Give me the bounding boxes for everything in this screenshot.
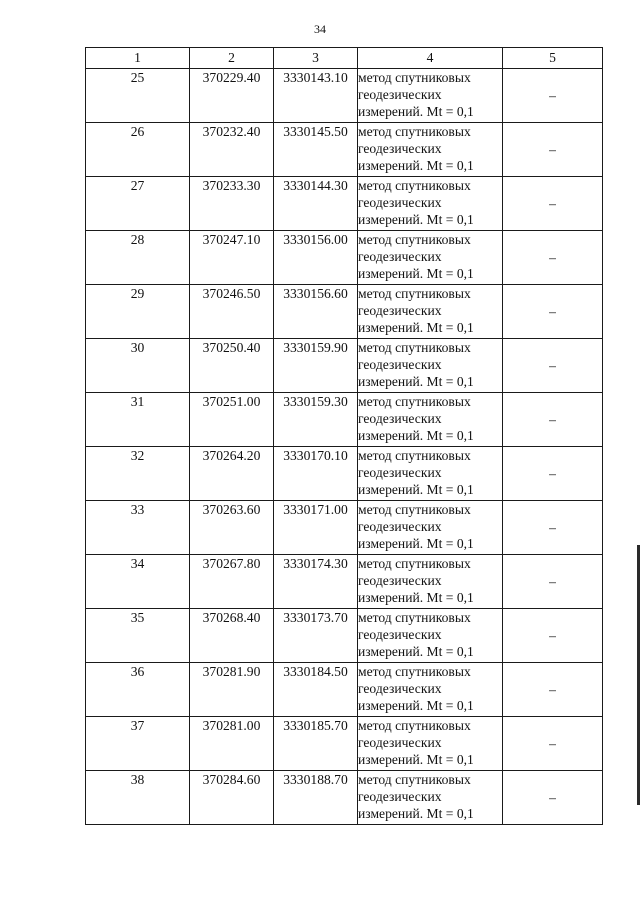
- method-cell: [358, 663, 503, 717]
- x-coordinate-cell: 370250.40: [190, 339, 274, 393]
- y-coordinate-cell: 3330174.30: [274, 555, 358, 609]
- col5-cell: –: [503, 447, 603, 501]
- coordinates-table: [85, 47, 603, 825]
- method-line: измерений. Mt = 0,1: [358, 536, 474, 552]
- point-number-cell: 32: [86, 447, 190, 501]
- col5-cell: –: [503, 555, 603, 609]
- method-line: метод спутниковых: [358, 340, 471, 355]
- table-row: [86, 771, 603, 825]
- y-coordinate-cell: 3330171.00: [274, 501, 358, 555]
- point-number-cell: 26: [86, 123, 190, 177]
- method-line: измерений. Mt = 0,1: [358, 428, 474, 444]
- table-row: [86, 609, 603, 663]
- table-row: [86, 123, 603, 177]
- method-cell: [358, 609, 503, 663]
- method-cell: [358, 69, 503, 123]
- method-line: измерений. Mt = 0,1: [358, 644, 474, 660]
- table-row: [86, 717, 603, 771]
- col5-cell: –: [503, 501, 603, 555]
- x-coordinate-cell: 370268.40: [190, 609, 274, 663]
- method-line: измерений. Mt = 0,1: [358, 212, 474, 228]
- method-line: геодезических: [358, 141, 442, 157]
- method-line: измерений. Mt = 0,1: [358, 482, 474, 498]
- y-coordinate-cell: 3330159.30: [274, 393, 358, 447]
- x-coordinate-cell: 370246.50: [190, 285, 274, 339]
- header-row: [86, 48, 603, 69]
- method-line: геодезических: [358, 357, 442, 373]
- method-cell: [358, 555, 503, 609]
- method-cell: [358, 177, 503, 231]
- table-row: [86, 231, 603, 285]
- x-coordinate-cell: 370233.30: [190, 177, 274, 231]
- x-coordinate-cell: 370232.40: [190, 123, 274, 177]
- method-line: измерений. Mt = 0,1: [358, 320, 474, 336]
- method-cell: [358, 231, 503, 285]
- method-line: метод спутниковых: [358, 772, 471, 787]
- table-row: [86, 447, 603, 501]
- method-line: метод спутниковых: [358, 286, 471, 301]
- point-number-cell: 36: [86, 663, 190, 717]
- x-coordinate-cell: 370267.80: [190, 555, 274, 609]
- table-row: [86, 663, 603, 717]
- x-coordinate-cell: 370281.90: [190, 663, 274, 717]
- x-coordinate-cell: 370263.60: [190, 501, 274, 555]
- method-line: геодезических: [358, 573, 442, 589]
- x-coordinate-cell: 370229.40: [190, 69, 274, 123]
- point-number-cell: 25: [86, 69, 190, 123]
- x-coordinate-cell: 370247.10: [190, 231, 274, 285]
- method-line: измерений. Mt = 0,1: [358, 374, 474, 390]
- point-number-cell: 28: [86, 231, 190, 285]
- col5-cell: –: [503, 177, 603, 231]
- method-cell: [358, 501, 503, 555]
- col5-cell: –: [503, 663, 603, 717]
- point-number-cell: 35: [86, 609, 190, 663]
- y-coordinate-cell: 3330184.50: [274, 663, 358, 717]
- method-line: метод спутниковых: [358, 124, 471, 139]
- col5-cell: –: [503, 609, 603, 663]
- table-row: [86, 285, 603, 339]
- point-number-cell: 30: [86, 339, 190, 393]
- y-coordinate-cell: 3330156.00: [274, 231, 358, 285]
- method-line: геодезических: [358, 249, 442, 265]
- y-coordinate-cell: 3330170.10: [274, 447, 358, 501]
- y-coordinate-cell: 3330173.70: [274, 609, 358, 663]
- method-line: геодезических: [358, 789, 442, 805]
- method-cell: [358, 339, 503, 393]
- method-line: метод спутниковых: [358, 664, 471, 679]
- x-coordinate-cell: 370264.20: [190, 447, 274, 501]
- method-line: измерений. Mt = 0,1: [358, 158, 474, 174]
- y-coordinate-cell: 3330156.60: [274, 285, 358, 339]
- table-body: [86, 69, 603, 825]
- method-line: измерений. Mt = 0,1: [358, 806, 474, 822]
- method-line: геодезических: [358, 87, 442, 103]
- header-col-4: 4: [358, 48, 503, 69]
- col5-cell: –: [503, 771, 603, 825]
- table-header: [86, 48, 603, 69]
- col5-cell: –: [503, 69, 603, 123]
- header-col-2: 2: [190, 48, 274, 69]
- method-line: метод спутниковых: [358, 70, 471, 85]
- method-line: измерений. Mt = 0,1: [358, 698, 474, 714]
- method-cell: [358, 123, 503, 177]
- table-row: [86, 339, 603, 393]
- method-line: геодезических: [358, 681, 442, 697]
- method-line: измерений. Mt = 0,1: [358, 266, 474, 282]
- y-coordinate-cell: 3330144.30: [274, 177, 358, 231]
- method-cell: [358, 285, 503, 339]
- table-row: [86, 177, 603, 231]
- method-line: метод спутниковых: [358, 448, 471, 463]
- method-line: метод спутниковых: [358, 178, 471, 193]
- point-number-cell: 38: [86, 771, 190, 825]
- method-line: измерений. Mt = 0,1: [358, 590, 474, 606]
- method-line: геодезических: [358, 519, 442, 535]
- point-number-cell: 29: [86, 285, 190, 339]
- method-line: метод спутниковых: [358, 232, 471, 247]
- col5-cell: –: [503, 285, 603, 339]
- method-line: метод спутниковых: [358, 718, 471, 733]
- method-line: геодезических: [358, 303, 442, 319]
- method-line: геодезических: [358, 465, 442, 481]
- method-line: метод спутниковых: [358, 556, 471, 571]
- y-coordinate-cell: 3330159.90: [274, 339, 358, 393]
- y-coordinate-cell: 3330143.10: [274, 69, 358, 123]
- x-coordinate-cell: 370251.00: [190, 393, 274, 447]
- table-row: [86, 69, 603, 123]
- method-line: геодезических: [358, 627, 442, 643]
- y-coordinate-cell: 3330145.50: [274, 123, 358, 177]
- col5-cell: –: [503, 123, 603, 177]
- point-number-cell: 37: [86, 717, 190, 771]
- table-row: [86, 555, 603, 609]
- method-cell: [358, 717, 503, 771]
- method-line: метод спутниковых: [358, 610, 471, 625]
- method-line: геодезических: [358, 411, 442, 427]
- method-cell: [358, 771, 503, 825]
- point-number-cell: 33: [86, 501, 190, 555]
- header-col-5: 5: [503, 48, 603, 69]
- header-col-1: 1: [86, 48, 190, 69]
- method-cell: [358, 393, 503, 447]
- x-coordinate-cell: 370284.60: [190, 771, 274, 825]
- method-line: геодезических: [358, 735, 442, 751]
- table-row: [86, 393, 603, 447]
- y-coordinate-cell: 3330185.70: [274, 717, 358, 771]
- method-line: измерений. Mt = 0,1: [358, 752, 474, 768]
- method-line: метод спутниковых: [358, 502, 471, 517]
- col5-cell: –: [503, 231, 603, 285]
- method-line: геодезических: [358, 195, 442, 211]
- point-number-cell: 34: [86, 555, 190, 609]
- method-line: измерений. Mt = 0,1: [358, 104, 474, 120]
- table-row: [86, 501, 603, 555]
- y-coordinate-cell: 3330188.70: [274, 771, 358, 825]
- col5-cell: –: [503, 717, 603, 771]
- point-number-cell: 27: [86, 177, 190, 231]
- col5-cell: –: [503, 393, 603, 447]
- method-cell: [358, 447, 503, 501]
- x-coordinate-cell: 370281.00: [190, 717, 274, 771]
- header-col-3: 3: [274, 48, 358, 69]
- point-number-cell: 31: [86, 393, 190, 447]
- col5-cell: –: [503, 339, 603, 393]
- method-line: метод спутниковых: [358, 394, 471, 409]
- page-number: 34: [314, 22, 326, 36]
